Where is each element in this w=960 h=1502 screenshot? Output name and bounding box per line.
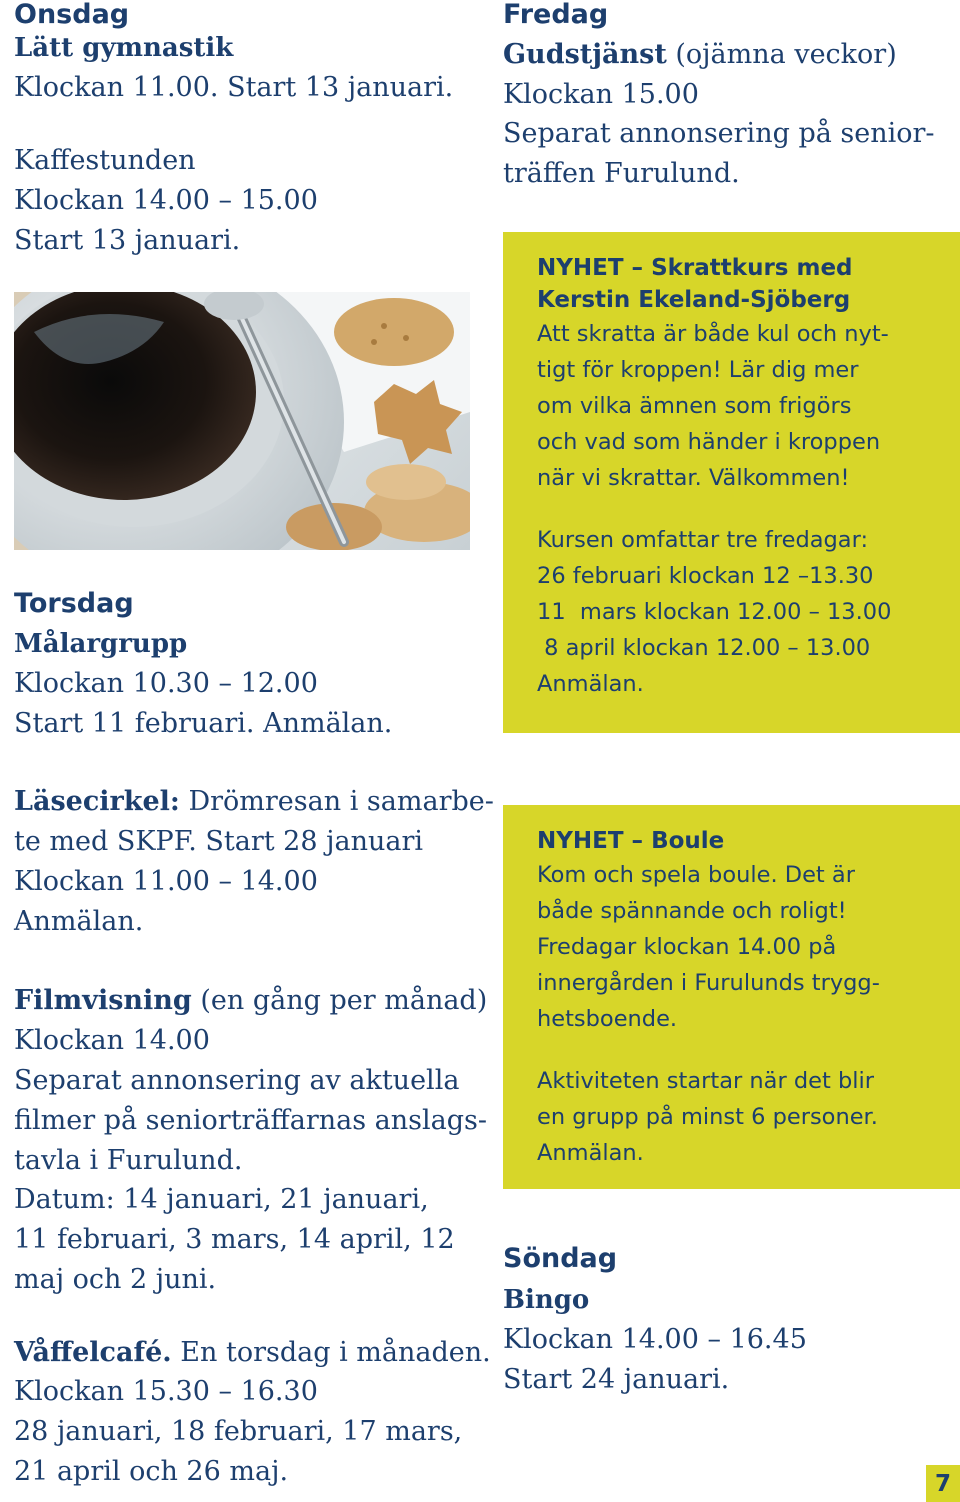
gud-line2: träffen Furulund. — [503, 158, 740, 189]
film-line1: Separat annonsering av aktuella — [14, 1065, 460, 1096]
fredag-heading: Fredag — [503, 0, 609, 30]
skratt-line2: tigt för kroppen! Lär dig mer — [537, 357, 859, 383]
lasecirkel-label: Läsecirkel: — [14, 786, 180, 817]
onsdag-heading: Onsdag — [14, 0, 130, 30]
gym-title: Lätt gymnastik — [14, 33, 234, 63]
waffle-heading — [14, 1333, 491, 1373]
bingo-start: Start 24 januari. — [503, 1364, 730, 1395]
kurs-line3: 11 mars klockan 12.00 – 13.00 — [537, 599, 892, 625]
gym-time: Klockan 11.00. Start 13 januari. — [14, 72, 454, 103]
boule-line2: både spännande och roligt! — [537, 898, 847, 924]
gud-suffix: (ojämna veckor) — [666, 39, 897, 70]
film-heading — [14, 981, 487, 1021]
skrattkurs-box — [503, 232, 960, 733]
gud-heading — [503, 35, 897, 75]
waffle-label: Våffelcafé. — [14, 1337, 172, 1368]
boule-line3: Fredagar klockan 14.00 på — [537, 934, 837, 960]
malar-title: Målargrupp — [14, 629, 188, 659]
lasecirkel-signup: Anmälan. — [14, 906, 144, 937]
bingo-title: Bingo — [503, 1285, 590, 1315]
film-line4: Datum: 14 januari, 21 januari, — [14, 1184, 429, 1215]
coffee-photo — [14, 292, 470, 550]
kurs-line2: 26 februari klockan 12 –13.30 — [537, 563, 874, 589]
bingo-time: Klockan 14.00 – 16.45 — [503, 1324, 807, 1355]
sondag-heading: Söndag — [503, 1243, 618, 1274]
lasecirkel-text1: Drömresan i samarbe- — [179, 786, 494, 817]
film-line6: maj och 2 juni. — [14, 1264, 217, 1295]
kaffe-start: Start 13 januari. — [14, 225, 241, 256]
film-time: Klockan 14.00 — [14, 1025, 210, 1056]
boule-line5: hetsboende. — [537, 1006, 678, 1032]
skratt-line4: och vad som händer i kroppen — [537, 429, 881, 455]
boule-line4: innergården i Furulunds trygg- — [537, 970, 880, 996]
waffle-label-suffix: En torsdag i månaden. — [171, 1337, 491, 1368]
kurs-line5: Anmälan. — [537, 671, 644, 697]
skratt-heading2: Kerstin Ekeland-Sjöberg — [537, 287, 851, 313]
gud-line1: Separat annonsering på senior- — [503, 118, 935, 149]
malar-start: Start 11 februari. Anmälan. — [14, 708, 393, 739]
skratt-heading1: NYHET – Skrattkurs med — [537, 255, 853, 281]
kurs-line4: 8 april klockan 12.00 – 13.00 — [537, 635, 871, 661]
gud-title: Gudstjänst — [503, 39, 667, 70]
skratt-line5: när vi skrattar. Välkommen! — [537, 465, 850, 491]
lasecirkel-time: Klockan 11.00 – 14.00 — [14, 866, 318, 897]
kurs-line1: Kursen omfattar tre fredagar: — [537, 527, 869, 553]
skratt-line3: om vilka ämnen som frigörs — [537, 393, 852, 419]
skratt-line1: Att skratta är både kul och nyt- — [537, 321, 889, 347]
gud-time: Klockan 15.00 — [503, 79, 699, 110]
film-line3: tavla i Furulund. — [14, 1145, 243, 1176]
waffle-line2: 21 april och 26 maj. — [14, 1456, 289, 1487]
lasecirkel-line2: te med SKPF. Start 28 januari — [14, 826, 423, 857]
coffee-cup-illustration — [14, 292, 470, 550]
film-line2: filmer på seniorträffarnas anslags- — [14, 1105, 488, 1136]
film-line5: 11 februari, 3 mars, 14 april, 12 — [14, 1224, 455, 1255]
boule-line1: Kom och spela boule. Det är — [537, 862, 855, 888]
waffle-line1: 28 januari, 18 februari, 17 mars, — [14, 1416, 463, 1447]
boule-line6: Aktiviteten startar när det blir — [537, 1068, 874, 1094]
malar-time: Klockan 10.30 – 12.00 — [14, 668, 318, 699]
kaffe-title: Kaffestunden — [14, 145, 196, 176]
lasecirkel-line1 — [14, 782, 494, 822]
torsdag-heading: Torsdag — [14, 588, 134, 619]
boule-line8: Anmälan. — [537, 1140, 644, 1166]
waffle-time: Klockan 15.30 – 16.30 — [14, 1376, 318, 1407]
kaffe-time: Klockan 14.00 – 15.00 — [14, 185, 318, 216]
page-number: 7 — [926, 1465, 960, 1502]
boule-line7: en grupp på minst 6 personer. — [537, 1104, 878, 1130]
boule-heading: NYHET – Boule — [537, 828, 725, 854]
film-label: Filmvisning — [14, 985, 192, 1016]
boule-box — [503, 805, 960, 1189]
film-label-suffix: (en gång per månad) — [191, 985, 488, 1016]
